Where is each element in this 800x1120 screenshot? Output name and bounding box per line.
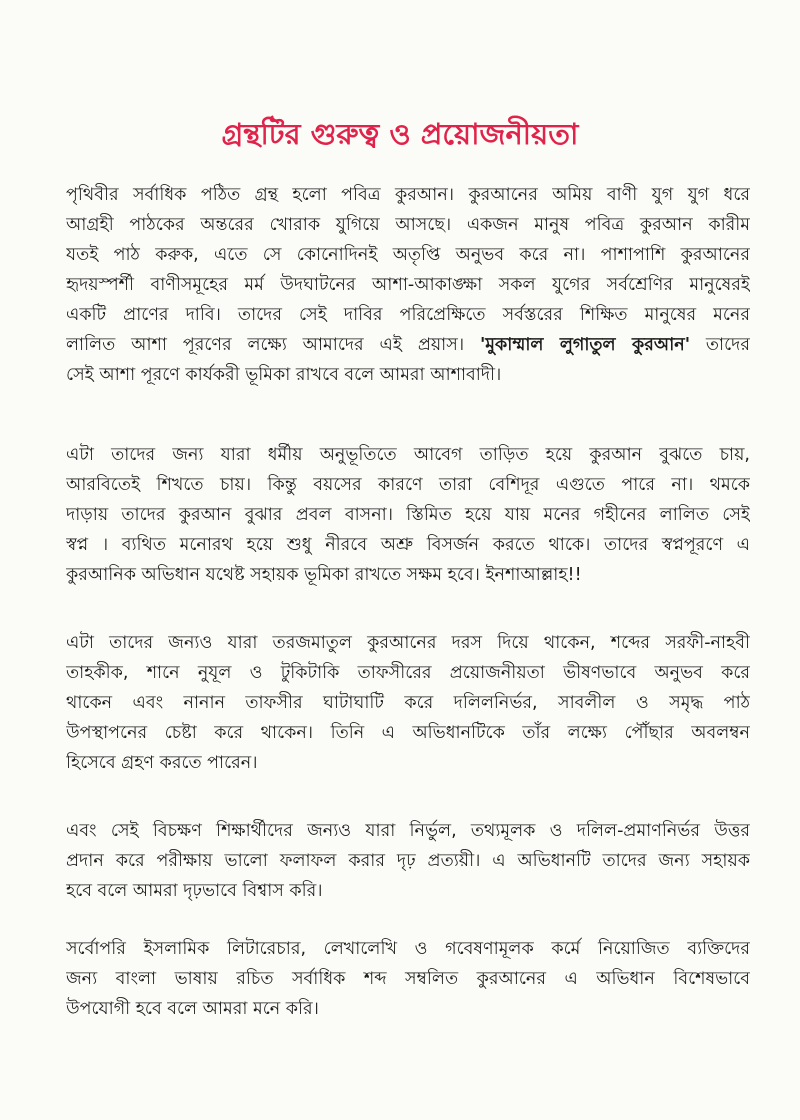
- text-line: একটি প্রাণের দাবি। তাদের সেই দাবির পরিপ্রেক্ষিতে সর্বস্তরের শিক্ষিত মানুষের মনের: [66, 305, 750, 325]
- paragraph-1: [66, 180, 750, 390]
- text-line: স্বপ্ন । ব্যথিত মনোরথ হয়ে শুধু নীরবে অশ্রু বিসর্জন করতে থাকে। তাদের স্বপ্নপূরণে এ: [66, 535, 750, 555]
- text-line: হৃদয়স্পর্শী বাণীসমূহের মর্ম উদঘাটনের আশা-আকাঙ্ক্ষা সকল যুগের সর্বশ্রেণির মানুষেরই: [66, 275, 750, 295]
- text-line: জন্য বাংলা ভাষায় রচিত সর্বাধিক শব্দ সম্বলিত কুরআনের এ অভিধান বিশেষভাবে: [66, 969, 750, 989]
- text-line: দাড়ায় তাদের কুরআন বুঝার প্রবল বাসনা। স্তিমিত হয়ে যায় মনের গহীনের লালিত সেই: [66, 505, 750, 525]
- text-line: উপযোগী হবে বলে আমরা মনে করি।: [66, 999, 319, 1019]
- text-line: প্রদান করে পরীক্ষায় ভালো ফলাফল করার দৃঢ় প্রত্যয়ী। এ অভিধানটি তাদের জন্য সহায়ক: [66, 851, 750, 871]
- text-line: এটা তাদের জন্য যারা ধর্মীয় অনুভূতিতে আবেগ তাড়িত হয়ে কুরআন বুঝতে চায়,: [66, 445, 750, 465]
- text-line: আগ্রহী পাঠকের অন্তরের খোরাক যুগিয়ে আসছে। একজন মানুষ পবিত্র কুরআন কারীম: [66, 215, 750, 235]
- text-line: থাকেন এবং নানান তাফসীর ঘাটাঘাটি করে দলিলনির্ভর, সাবলীল ও সমৃদ্ধ পাঠ: [66, 693, 750, 713]
- text-line: হবে বলে আমরা দৃঢ়ভাবে বিশ্বাস করি।: [66, 881, 323, 901]
- text-line: আরবিতেই শিখতে চায়। কিন্তু বয়সের কারণে তারা বেশিদূর এগুতে পারে না। থমকে: [66, 475, 750, 495]
- text-line: কুরআনিক অভিধান যথেষ্ট সহায়ক ভূমিকা রাখতে সক্ষম হবে। ইনশাআল্লাহ!!: [66, 565, 582, 585]
- paragraph-3: [66, 628, 750, 778]
- text-segment: লালিত আশা পূরণের লক্ষ্যে আমাদের এই প্রয়াস।: [66, 335, 465, 355]
- page-title: গ্রন্থটির গুরুত্ব ও প্রয়োজনীয়তা: [221, 117, 579, 151]
- text-line: সেই আশা পূরণে কার্যকরী ভূমিকা রাখবে বলে আমরা আশাবাদী।: [66, 365, 502, 385]
- text-segment: তাদের: [690, 335, 750, 355]
- text-line: হিসেবে গ্রহণ করতে পারেন।: [66, 753, 258, 773]
- paragraph-2: [66, 440, 750, 590]
- text-line: তাহকীক, শানে নুযূল ও টুকিটাকি তাফসীরের প্রয়োজনীয়তা ভীষণভাবে অনুভব করে: [66, 663, 750, 683]
- text-line: এবং সেই বিচক্ষণ শিক্ষার্থীদের জন্যও যারা নির্ভুল, তথ্যমূলক ও দলিল-প্রমাণনির্ভর উত্তর: [66, 821, 750, 841]
- book-name: 'মুকাম্মাল লুগাতুল কুরআন': [479, 335, 691, 355]
- text-line: যতই পাঠ করুক, এতে সে কোনোদিনই অতৃপ্তি অনুভব করে না। পাশাপাশি কুরআনের: [66, 245, 750, 265]
- text-line: পৃথিবীর সর্বাধিক পঠিত গ্রন্থ হলো পবিত্র কুরআন। কুরআনের অমিয় বাণী যুগ যুগ ধরে: [66, 185, 750, 205]
- text-line: এটা তাদের জন্যও যারা তরজমাতুল কুরআনের দরস দিয়ে থাকেন, শব্দের সরফী-নাহবী: [66, 633, 750, 653]
- text-line: সর্বোপরি ইসলামিক লিটারেচার, লেখালেখি ও গবেষণামূলক কর্মে নিয়োজিত ব্যক্তিদের: [66, 939, 750, 959]
- text-line-with-book-name: [66, 330, 750, 360]
- paragraph-5: [66, 934, 750, 1024]
- text-line: উপস্থাপনের চেষ্টা করে থাকেন। তিনি এ অভিধানটিকে তাঁর লক্ষ্যে পৌঁছার অবলম্বন: [66, 723, 750, 743]
- paragraph-4: [66, 816, 750, 906]
